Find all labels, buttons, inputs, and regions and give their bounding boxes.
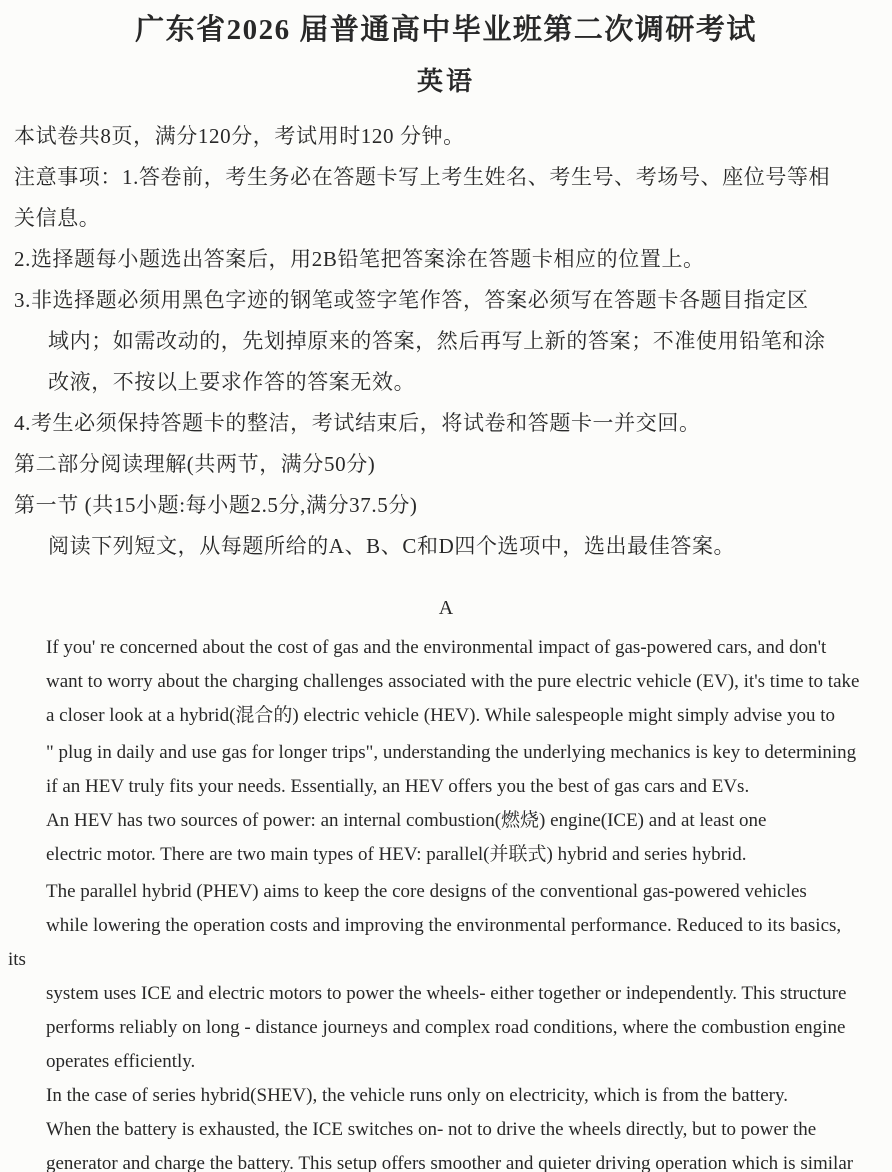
passage-line: a closer look at a hybrid(混合的) electric vehicle (HEV). While salespeople might simply advise you to	[46, 705, 835, 726]
passage-line: while lowering the operation costs and improving the environmental performance. Reduced to its basics,	[46, 915, 842, 936]
passage-line: In the case of series hybrid(SHEV), the vehicle runs only on electricity, which is from the battery.	[46, 1085, 789, 1106]
passage-line: " plug in daily and use gas for longer trips", understanding the underlying mechanics is key to determining	[46, 742, 857, 763]
passage-line: If you' re concerned about the cost of gas and the environmental impact of gas-powered cars, and don't	[46, 637, 827, 658]
passage-line: system uses ICE and electric motors to power the wheels- either together or independently. This structure	[46, 983, 847, 1004]
notice-line: 关信息。	[14, 206, 101, 230]
section-instruction: 阅读下列短文，从每题所给的A、B、C和D四个选项中，选出最佳答案。	[48, 534, 736, 558]
notice-line: 3.非选择题必须用黑色字迹的钢笔或签字笔作答，答案必须写在答题卡各题目指定区	[14, 288, 809, 312]
passage-line: electric motor. There are two main types of HEV: parallel(并联式) hybrid and series hybrid.	[46, 844, 747, 865]
notice-line: 4.考生必须保持答题卡的整洁，考试结束后，将试卷和答题卡一并交回。	[14, 411, 701, 435]
notice-line: 改液，不按以上要求作答的答案无效。	[48, 370, 416, 394]
notice-line: 注意事项：1.答卷前，考生务必在答题卡写上考生姓名、考生号、考场号、座位号等相	[14, 165, 831, 189]
passage-line: operates efficiently.	[46, 1051, 196, 1072]
passage-line: its	[8, 949, 26, 970]
reading-passage	[0, 631, 892, 1172]
notice-line: 2.选择题每小题选出答案后，用2B铅笔把答案涂在答题卡相应的位置上。	[14, 247, 705, 271]
notice-line: 域内；如需改动的，先划掉原来的答案，然后再写上新的答案；不准使用铅笔和涂	[48, 329, 826, 353]
passage-line: generator and charge the battery. This setup offers smoother and quieter driving operation which is similar	[46, 1153, 854, 1172]
passage-line: An HEV has two sources of power: an internal combustion(燃烧) engine(ICE) and at least one	[46, 810, 767, 831]
passage-label: A	[438, 597, 454, 619]
passage-line: When the battery is exhausted, the ICE switches on- not to drive the wheels directly, but to power the	[46, 1119, 817, 1140]
exam-instructions	[0, 116, 892, 567]
part-heading: 第二部分阅读理解(共两节，满分50分)	[14, 452, 376, 476]
paper-info: 本试卷共8页，满分120分，考试用时120 分钟。	[14, 124, 465, 148]
exam-title: 广东省2026 届普通高中毕业班第二次调研考试	[135, 14, 757, 46]
section-heading: 第一节 (共15小题:每小题2.5分,满分37.5分)	[14, 493, 418, 517]
passage-line: if an HEV truly fits your needs. Essentially, an HEV offers you the best of gas cars and EVs.	[46, 776, 750, 797]
passage-line: want to worry about the charging challenges associated with the pure electric vehicle (EV), it's time to take	[46, 671, 860, 692]
exam-subject: 英语	[416, 67, 475, 96]
passage-line: The parallel hybrid (PHEV) aims to keep the core designs of the conventional gas-powered vehicles	[46, 881, 807, 902]
passage-line: performs reliably on long - distance journeys and complex road conditions, where the combustion engine	[46, 1017, 846, 1038]
